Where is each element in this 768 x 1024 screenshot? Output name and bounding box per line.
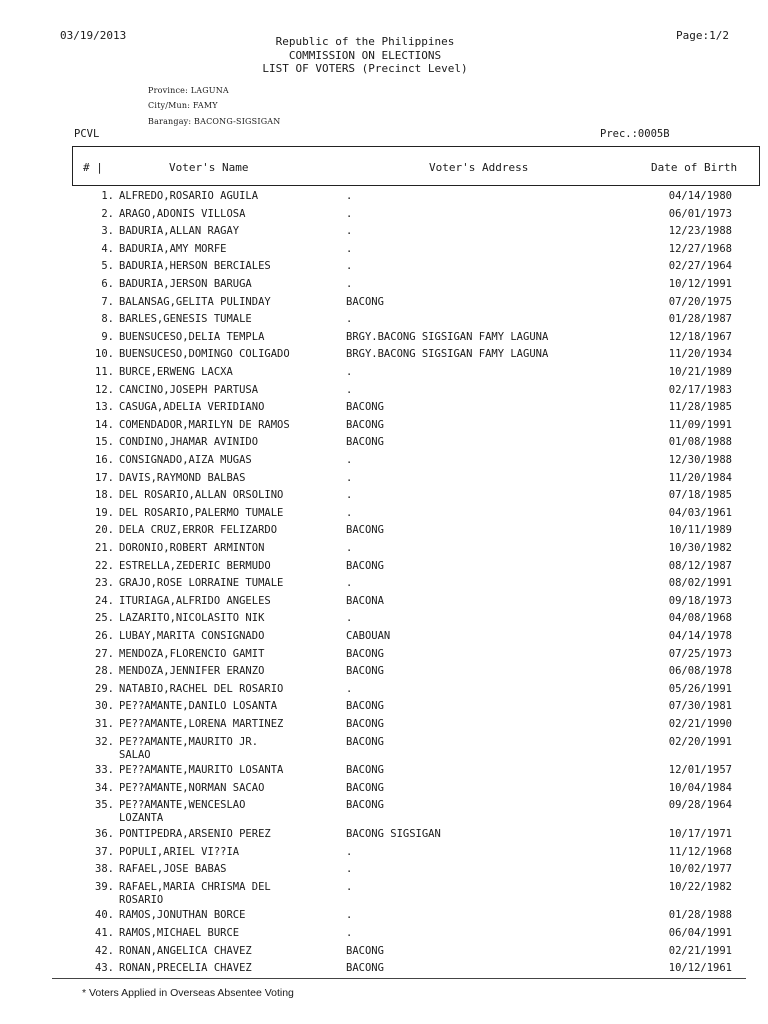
voter-address: BACONG [346, 559, 384, 572]
voter-dob: 05/26/1991 [668, 682, 732, 695]
voter-number: 6. [101, 278, 114, 290]
voter-row [0, 507, 768, 524]
voter-dob: 06/04/1991 [668, 927, 732, 939]
voter-address: BRGY.BACONG SIGSIGAN FAMY LAGUNA [346, 348, 549, 361]
voter-address: . [346, 489, 353, 502]
voter-row [0, 718, 768, 735]
page-number: Page:1/2 [676, 29, 729, 42]
voter-name: RAFAEL,MARIA CHRISMA DEL [119, 880, 271, 893]
meta-city: City/Mun: FAMY [148, 101, 218, 110]
voter-number: 40. [95, 909, 114, 922]
voter-address: . [346, 542, 353, 554]
voter-address: CABOUAN [346, 630, 391, 642]
voter-address: . [346, 190, 353, 202]
voter-dob: 09/28/1964 [668, 799, 732, 812]
voter-row [0, 542, 768, 559]
voter-row [0, 630, 768, 647]
voter-dob: 11/12/1968 [668, 845, 732, 858]
voter-row [0, 736, 768, 766]
voter-name: BADURIA,AMY MORFE [119, 242, 227, 255]
voter-address: . [346, 225, 353, 238]
voter-dob: 12/23/1988 [668, 225, 732, 238]
voter-dob: 10/12/1961 [668, 962, 732, 975]
voter-name: ALFREDO,ROSARIO AGUILA [119, 190, 259, 202]
voter-row [0, 489, 768, 506]
voter-row [0, 612, 768, 629]
voter-number: 42. [95, 944, 114, 957]
voter-name: BADURIA,HERSON BERCIALES [119, 260, 271, 273]
voter-address: BACONG [346, 962, 384, 975]
voter-address: . [346, 383, 353, 396]
voter-dob: 10/02/1977 [668, 863, 732, 876]
voter-name: RAMOS,JONUTHAN BORCE [119, 909, 246, 922]
voter-name: NATABIO,RACHEL DEL ROSARIO [119, 682, 284, 695]
voter-row [0, 366, 768, 383]
voter-address: BACONG [346, 665, 384, 678]
voter-number: 19. [95, 506, 114, 519]
voter-address: BACONG [346, 418, 384, 431]
voter-row [0, 700, 768, 717]
voter-dob: 11/28/1985 [668, 401, 732, 414]
voter-number: 24. [95, 594, 114, 607]
voter-number: 7. [101, 295, 114, 308]
voter-number: 10. [95, 348, 114, 361]
voter-row [0, 436, 768, 453]
voter-number: 18. [95, 489, 114, 502]
col-num-header: # | [83, 161, 103, 174]
voter-dob: 02/20/1991 [668, 735, 732, 748]
voter-name: DAVIS,RAYMOND BALBAS [119, 471, 246, 484]
voter-address: BACONG [346, 735, 384, 748]
voter-address: BACONG [346, 401, 384, 414]
header-list-title: LIST OF VOTERS (Precinct Level) [262, 62, 468, 75]
voter-row [0, 595, 768, 612]
voter-name: PE??AMANTE,MAURITO JR. [119, 735, 259, 748]
voter-address: . [346, 880, 353, 893]
voter-address: . [346, 506, 353, 519]
voter-number: 15. [95, 436, 114, 449]
voter-row [0, 863, 768, 880]
meta-province: Province: LAGUNA [148, 86, 229, 95]
voter-row [0, 331, 768, 348]
voter-name: BADURIA,JERSON BARUGA [119, 278, 252, 290]
voter-number: 14. [95, 418, 114, 431]
voter-dob: 04/08/1968 [668, 612, 732, 625]
voter-dob: 11/20/1934 [668, 348, 732, 361]
voter-address: . [346, 471, 353, 484]
voter-row [0, 225, 768, 242]
voter-row [0, 384, 768, 401]
voter-address: . [346, 682, 353, 695]
voter-name: BARLES,GENESIS TUMALE [119, 313, 252, 326]
voter-name: PE??AMANTE,MAURITO LOSANTA [119, 764, 284, 777]
footer-divider [52, 978, 746, 979]
voter-row [0, 799, 768, 829]
voter-number: 5. [101, 260, 114, 273]
voter-row [0, 764, 768, 781]
voter-row [0, 419, 768, 436]
voter-row [0, 782, 768, 799]
voter-row [0, 648, 768, 665]
voter-address: BACONG [346, 718, 384, 730]
voter-name: POPULI,ARIEL VI??IA [119, 845, 240, 858]
voter-number: 27. [95, 647, 114, 660]
voter-number: 3. [101, 225, 114, 238]
voter-number: 20. [95, 524, 114, 537]
voter-dob: 10/30/1982 [668, 542, 732, 554]
voter-row [0, 208, 768, 225]
voter-name: RONAN,ANGELICA CHAVEZ [119, 944, 252, 957]
voter-address: . [346, 260, 353, 273]
voter-number: 38. [95, 863, 114, 876]
column-header-box [72, 146, 760, 186]
voter-dob: 07/20/1975 [668, 295, 732, 308]
voter-dob: 04/03/1961 [668, 506, 732, 519]
voter-dob: 02/27/1964 [668, 260, 732, 273]
voter-address: . [346, 909, 353, 922]
voter-dob: 04/14/1978 [668, 630, 732, 642]
voter-dob: 11/09/1991 [668, 418, 732, 431]
voter-name: PE??AMANTE,LORENA MARTINEZ [119, 718, 284, 730]
voter-address: . [346, 454, 353, 466]
voter-name: CANCINO,JOSEPH PARTUSA [119, 383, 259, 396]
voter-dob: 12/01/1957 [668, 764, 732, 777]
voter-name-continued: LOZANTA [119, 812, 164, 825]
voter-name: CASUGA,ADELIA VERIDIANO [119, 401, 265, 414]
voter-row [0, 278, 768, 295]
voter-address: BACONG [346, 781, 384, 794]
voter-dob: 02/21/1990 [668, 718, 732, 730]
voter-dob: 08/02/1991 [668, 577, 732, 590]
header-commission: COMMISSION ON ELECTIONS [288, 49, 442, 62]
voter-address: BACONG [346, 764, 384, 777]
voter-name: DEL ROSARIO,ALLAN ORSOLINO [119, 489, 284, 502]
voter-row [0, 524, 768, 541]
voter-dob: 01/28/1988 [668, 909, 732, 922]
voter-row [0, 962, 768, 979]
voter-dob: 12/30/1988 [668, 454, 732, 466]
voter-dob: 10/21/1989 [668, 366, 732, 378]
voter-row [0, 296, 768, 313]
voter-number: 32. [95, 735, 114, 748]
voter-number: 37. [95, 845, 114, 858]
voter-name-continued: SALAO [119, 748, 151, 761]
voter-name: MENDOZA,FLORENCIO GAMIT [119, 647, 265, 660]
voter-dob: 12/27/1968 [668, 242, 732, 255]
col-address-header: Voter's Address [429, 161, 529, 174]
voter-name: CONDINO,JHAMAR AVINIDO [119, 436, 259, 449]
voter-address: BACONG [346, 436, 384, 449]
voter-name: PONTIPEDRA,ARSENIO PEREZ [119, 828, 271, 840]
voter-row [0, 454, 768, 471]
voter-name: ARAGO,ADONIS VILLOSA [119, 207, 246, 220]
voter-address: . [346, 577, 353, 590]
voter-address: BACONG [346, 944, 384, 957]
voter-name: RAFAEL,JOSE BABAS [119, 863, 227, 876]
voter-name: PE??AMANTE,NORMAN SACAO [119, 781, 265, 794]
voter-name-continued: ROSARIO [119, 893, 164, 906]
voter-address: . [346, 278, 353, 290]
voter-name: ITURIAGA,ALFRIDO ANGELES [119, 594, 271, 607]
voter-number: 16. [95, 454, 114, 466]
voter-name: PE??AMANTE,WENCESLAO [119, 799, 246, 812]
voter-row [0, 846, 768, 863]
voter-dob: 09/18/1973 [668, 594, 732, 607]
voter-address: . [346, 313, 353, 326]
voter-row [0, 577, 768, 594]
precinct-label: Prec.:0005B [600, 128, 670, 140]
voter-dob: 07/25/1973 [668, 647, 732, 660]
voter-address: BACONG [346, 700, 384, 713]
voter-dob: 02/17/1983 [668, 383, 732, 396]
voter-row [0, 665, 768, 682]
voter-address: . [346, 845, 353, 858]
pcvl-label: PCVL [74, 128, 100, 140]
voter-dob: 11/20/1984 [668, 471, 732, 484]
voter-number: 28. [95, 665, 114, 678]
voter-number: 35. [95, 799, 114, 812]
voter-dob: 07/18/1985 [668, 489, 732, 502]
voter-name: BUENSUCESO,DELIA TEMPLA [119, 330, 265, 343]
voter-address: BACONG [346, 647, 384, 660]
voter-row [0, 472, 768, 489]
voter-address: BRGY.BACONG SIGSIGAN FAMY LAGUNA [346, 330, 549, 343]
voter-dob: 10/17/1971 [668, 828, 732, 840]
voter-number: 22. [95, 559, 114, 572]
voter-dob: 10/04/1984 [668, 781, 732, 794]
voter-number: 33. [95, 764, 114, 777]
voter-number: 41. [95, 927, 114, 939]
voter-name: GRAJO,ROSE LORRAINE TUMALE [119, 577, 284, 590]
voter-number: 17. [95, 471, 114, 484]
voter-address: BACONG SIGSIGAN [346, 828, 441, 840]
voter-number: 2. [101, 207, 114, 220]
voter-number: 4. [101, 242, 114, 255]
voter-name: MENDOZA,JENNIFER ERANZO [119, 665, 265, 678]
voter-dob: 12/18/1967 [668, 330, 732, 343]
voter-number: 25. [95, 612, 114, 625]
footnote: * Voters Applied in Overseas Absentee Voting [82, 987, 294, 999]
voter-number: 11. [95, 366, 114, 378]
voter-address: . [346, 927, 353, 939]
voter-dob: 08/12/1987 [668, 559, 732, 572]
voter-dob: 10/12/1991 [668, 278, 732, 290]
voter-row [0, 243, 768, 260]
voter-row [0, 828, 768, 845]
voter-address: . [346, 612, 353, 625]
voter-row [0, 260, 768, 277]
voter-number: 39. [95, 880, 114, 893]
voter-row [0, 881, 768, 911]
voter-number: 36. [95, 828, 114, 840]
voter-address: BACONG [346, 524, 384, 537]
voter-number: 29. [95, 682, 114, 695]
meta-barangay: Barangay: BACONG-SIGSIGAN [148, 117, 281, 126]
voter-dob: 10/22/1982 [668, 880, 732, 893]
voter-dob: 07/30/1981 [668, 700, 732, 713]
voter-number: 21. [95, 542, 114, 554]
voter-name: LAZARITO,NICOLASITO NIK [119, 612, 265, 625]
header-republic: Republic of the Philippines [275, 35, 455, 48]
voter-name: COMENDADOR,MARILYN DE RAMOS [119, 418, 290, 431]
voter-name: BALANSAG,GELITA PULINDAY [119, 295, 271, 308]
voter-dob: 02/21/1991 [668, 944, 732, 957]
voter-name: BUENSUCESO,DOMINGO COLIGADO [119, 348, 290, 361]
voter-row [0, 927, 768, 944]
voter-number: 12. [95, 383, 114, 396]
voter-address: . [346, 207, 353, 220]
voter-number: 26. [95, 630, 114, 642]
voter-name: ESTRELLA,ZEDERIC BERMUDO [119, 559, 271, 572]
voter-number: 8. [101, 313, 114, 326]
voter-number: 1. [101, 190, 114, 202]
voter-name: RAMOS,MICHAEL BURCE [119, 927, 240, 939]
voter-address: . [346, 863, 353, 876]
voter-row [0, 313, 768, 330]
voter-dob: 01/08/1988 [668, 436, 732, 449]
voter-address: BACONA [346, 594, 384, 607]
report-date: 03/19/2013 [60, 29, 127, 42]
voter-address: BACONG [346, 799, 384, 812]
voter-name: BURCE,ERWENG LACXA [119, 366, 233, 378]
voter-dob: 04/14/1980 [668, 190, 732, 202]
voter-name: BADURIA,ALLAN RAGAY [119, 225, 240, 238]
voter-address: . [346, 366, 353, 378]
voter-dob: 01/28/1987 [668, 313, 732, 326]
voter-dob: 06/08/1978 [668, 665, 732, 678]
voter-number: 23. [95, 577, 114, 590]
voter-row [0, 683, 768, 700]
voter-name: RONAN,PRECELIA CHAVEZ [119, 962, 252, 975]
voter-name: DEL ROSARIO,PALERMO TUMALE [119, 506, 284, 519]
voter-dob: 10/11/1989 [668, 524, 732, 537]
voter-number: 31. [95, 718, 114, 730]
col-dob-header: Date of Birth [651, 161, 738, 174]
voter-number: 9. [101, 330, 114, 343]
voter-row [0, 401, 768, 418]
voter-name: LUBAY,MARITA CONSIGNADO [119, 630, 265, 642]
voter-row [0, 909, 768, 926]
voter-number: 30. [95, 700, 114, 713]
col-name-header: Voter's Name [169, 161, 249, 174]
voter-row [0, 190, 768, 207]
voter-name: PE??AMANTE,DANILO LOSANTA [119, 700, 278, 713]
voter-number: 34. [95, 781, 114, 794]
voter-number: 13. [95, 401, 114, 414]
voter-name: CONSIGNADO,AIZA MUGAS [119, 454, 252, 466]
voter-name: DELA CRUZ,ERROR FELIZARDO [119, 524, 278, 537]
voter-row [0, 348, 768, 365]
voter-row [0, 945, 768, 962]
voter-number: 43. [95, 962, 114, 975]
voter-address: . [346, 242, 353, 255]
voter-address: BACONG [346, 295, 384, 308]
voter-dob: 06/01/1973 [668, 207, 732, 220]
voter-row [0, 560, 768, 577]
voter-name: DORONIO,ROBERT ARMINTON [119, 542, 265, 554]
